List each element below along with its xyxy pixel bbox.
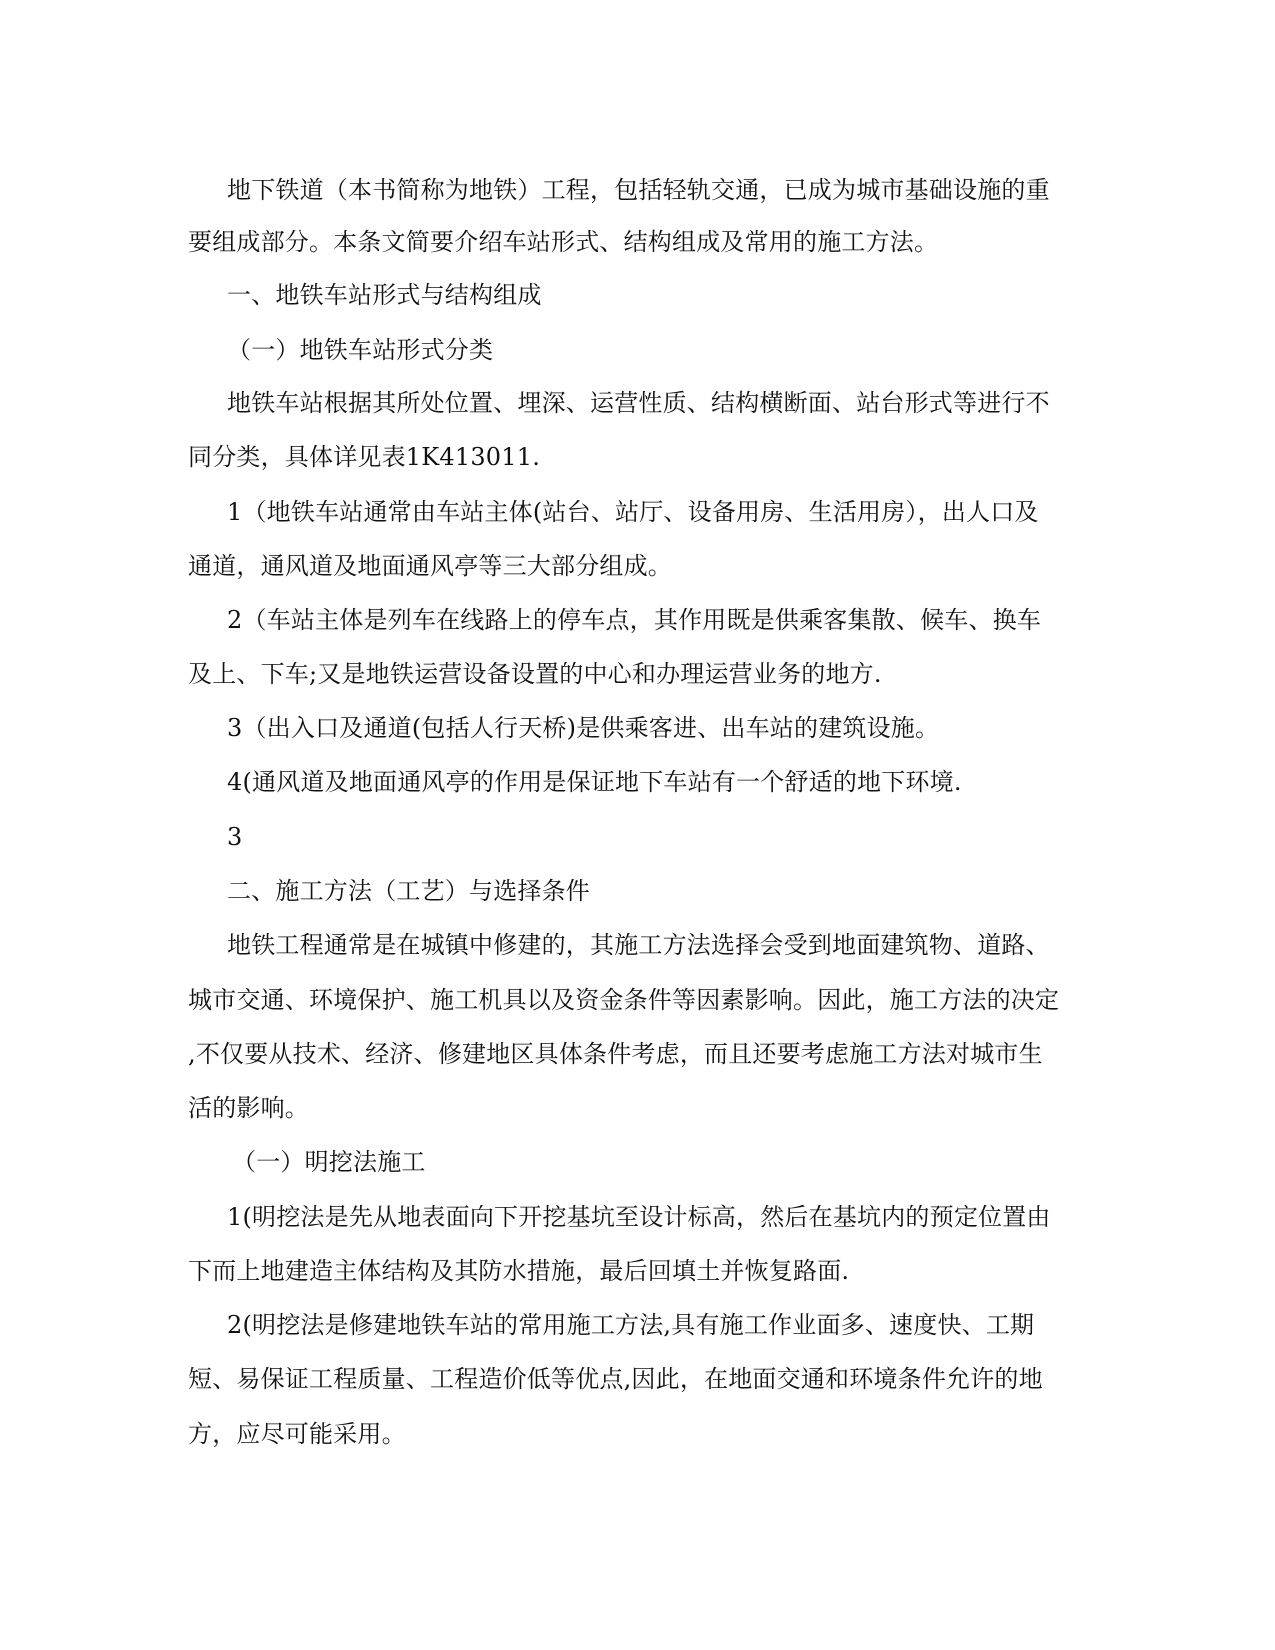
- paragraph-line: 地铁工程通常是在城镇中修建的，其施工方法选择会受到地面建筑物、道路、: [227, 931, 1050, 959]
- list-item-line: 2（车站主体是列车在线路上的停车点，其作用既是供乘客集散、候车、换车: [227, 606, 1042, 634]
- section-heading: 一、地铁车站形式与结构组成: [227, 281, 542, 309]
- page-number-text: 3: [227, 823, 243, 851]
- subsection-heading: （一）地铁车站形式分类: [227, 336, 494, 364]
- list-item-line: 1(明挖法是先从地表面向下开挖基坑至设计标高，然后在基坑内的预定位置由: [227, 1203, 1051, 1231]
- list-item-line: 通道，通风道及地面通风亭等三大部分组成。: [188, 552, 672, 580]
- paragraph-line: 地铁车站根据其所处位置、埋深、运营性质、结构横断面、站台形式等进行不: [227, 389, 1050, 417]
- list-item-line: 2(明挖法是修建地铁车站的常用施工方法,具有施工作业面多、速度快、工期: [227, 1311, 1035, 1339]
- list-item-line: 1（地铁车站通常由车站主体(站台、站厅、设备用房、生活用房），出人口及: [227, 498, 1039, 526]
- paragraph-line: 地下铁道（本书简称为地铁）工程，包括轻轨交通，已成为城市基础设施的重: [227, 176, 1050, 204]
- section-heading: 二、施工方法（工艺）与选择条件: [227, 877, 590, 905]
- subsection-heading: （一）明挖法施工: [232, 1148, 426, 1176]
- paragraph-line: 要组成部分。本条文简要介绍车站形式、结构组成及常用的施工方法。: [188, 228, 939, 256]
- paragraph-line: ,不仅要从技术、经济、修建地区具体条件考虑，而且还要考虑施工方法对城市生: [188, 1040, 1043, 1068]
- paragraph-line: 活的影响。: [188, 1094, 309, 1122]
- list-item-line: 及上、下车;又是地铁运营设备设置的中心和办理运营业务的地方.: [188, 660, 882, 688]
- list-item-line: 4(通风道及地面通风亭的作用是保证地下车站有一个舒适的地下环境.: [227, 768, 962, 796]
- list-item-line: 3（出入口及通道(包括人行天桥)是供乘客进、出车站的建筑设施。: [227, 714, 940, 742]
- list-item-line: 方，应尽可能采用。: [188, 1420, 406, 1448]
- paragraph-line: 同分类，具体详见表1K413011.: [188, 443, 541, 471]
- list-item-line: 下而上地建造主体结构及其防水措施，最后回填土并恢复路面.: [188, 1257, 850, 1285]
- list-item-line: 短、易保证工程质量、工程造价低等优点,因此，在地面交通和环境条件允许的地: [188, 1365, 1043, 1393]
- paragraph-line: 城市交通、环境保护、施工机具以及资金条件等因素影响。因此，施工方法的决定: [188, 986, 1060, 1014]
